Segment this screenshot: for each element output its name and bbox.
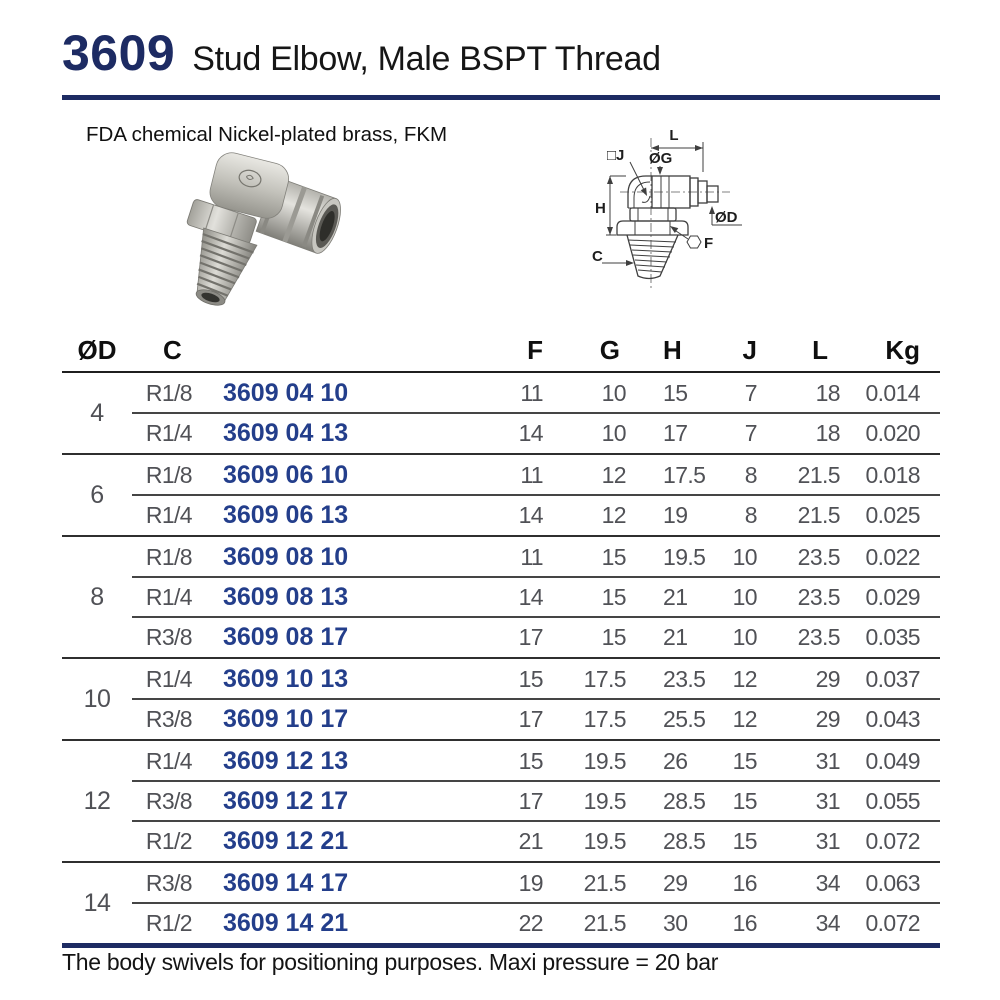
value-g: 10 xyxy=(601,419,626,446)
part-number: 3609 08 10 xyxy=(223,542,349,571)
table-row xyxy=(62,617,940,657)
value-kg: 0.029 xyxy=(865,583,920,610)
dim-H xyxy=(595,176,626,235)
part-number: 3609 14 21 xyxy=(223,908,349,937)
value-j: 12 xyxy=(732,705,757,732)
dimension-table xyxy=(62,330,940,948)
value-f: 21 xyxy=(518,827,543,854)
value-l: 29 xyxy=(815,705,840,732)
thread-size: R1/2 xyxy=(145,827,192,854)
value-f: 17 xyxy=(518,787,543,814)
value-g: 19.5 xyxy=(583,827,626,854)
thread-size: R1/4 xyxy=(145,419,192,446)
value-f: 15 xyxy=(518,665,543,692)
value-l: 21.5 xyxy=(797,461,840,488)
value-kg: 0.014 xyxy=(865,379,920,406)
value-l: 23.5 xyxy=(797,543,840,570)
product-photo xyxy=(166,152,346,310)
value-h: 19 xyxy=(663,501,688,528)
col-header-f: F xyxy=(527,335,543,365)
page-title: Stud Elbow, Male BSPT Thread xyxy=(192,40,661,78)
value-l: 34 xyxy=(815,909,840,936)
value-l: 18 xyxy=(815,379,840,406)
value-j: 15 xyxy=(732,787,757,814)
header-rule xyxy=(62,95,940,100)
thread-size: R1/2 xyxy=(145,909,192,936)
size-group-6 xyxy=(62,455,940,537)
value-h: 17 xyxy=(663,419,688,446)
value-l: 21.5 xyxy=(797,501,840,528)
thread-size: R1/8 xyxy=(145,379,192,406)
value-j: 10 xyxy=(732,583,757,610)
table-header xyxy=(62,330,940,373)
part-number: 3609 06 13 xyxy=(223,500,349,529)
value-j: 10 xyxy=(732,543,757,570)
part-number: 3609 08 17 xyxy=(223,622,349,651)
footnote: The body swivels for positioning purposes. Maxi pressure = 20 bar xyxy=(62,949,719,975)
label-G: ØG xyxy=(649,150,673,167)
value-kg: 0.043 xyxy=(865,705,920,732)
value-g: 17.5 xyxy=(583,705,626,732)
size-group-12 xyxy=(62,741,940,863)
value-kg: 0.025 xyxy=(865,501,920,528)
value-l: 31 xyxy=(815,747,840,774)
material-subtitle: FDA chemical Nickel-plated brass, FKM xyxy=(86,123,448,146)
value-kg: 0.020 xyxy=(865,419,920,446)
thread-size: R1/4 xyxy=(145,665,192,692)
col-header-l: L xyxy=(812,335,828,365)
masthead xyxy=(62,24,940,82)
value-g: 12 xyxy=(601,501,626,528)
value-f: 17 xyxy=(518,705,543,732)
value-g: 17.5 xyxy=(583,665,626,692)
col-header-j: J xyxy=(742,335,757,365)
value-l: 34 xyxy=(815,869,840,896)
value-l: 23.5 xyxy=(797,583,840,610)
value-j: 15 xyxy=(732,827,757,854)
label-D: ØD xyxy=(715,209,738,226)
value-h: 28.5 xyxy=(663,787,706,814)
product-code: 3609 xyxy=(62,25,176,81)
value-j: 16 xyxy=(732,869,757,896)
table-row xyxy=(62,577,940,617)
size-group-14 xyxy=(62,863,940,948)
value-g: 15 xyxy=(601,583,626,610)
value-kg: 0.072 xyxy=(865,827,920,854)
value-f: 14 xyxy=(518,501,543,528)
thread-size: R1/8 xyxy=(145,461,192,488)
value-l: 31 xyxy=(815,827,840,854)
value-h: 21 xyxy=(663,583,688,610)
value-h: 28.5 xyxy=(663,827,706,854)
value-f: 14 xyxy=(518,419,543,446)
part-number: 3609 04 13 xyxy=(223,418,349,447)
value-h: 30 xyxy=(663,909,688,936)
table-row xyxy=(62,781,940,821)
value-f: 11 xyxy=(520,543,543,570)
thread-size: R3/8 xyxy=(145,623,192,650)
table-row xyxy=(62,903,940,943)
col-header-g: G xyxy=(599,335,620,365)
value-kg: 0.055 xyxy=(865,787,920,814)
thread-size: R3/8 xyxy=(145,705,192,732)
thread-size: R1/4 xyxy=(145,583,192,610)
value-j: 8 xyxy=(744,461,757,488)
thread-size: R1/4 xyxy=(145,501,192,528)
od-value: 10 xyxy=(83,684,111,713)
label-C: C xyxy=(592,248,603,265)
size-group-4 xyxy=(62,373,940,455)
col-header-od: ØD xyxy=(77,335,117,365)
part-number: 3609 14 17 xyxy=(223,868,349,897)
dim-G xyxy=(649,150,672,175)
value-f: 11 xyxy=(520,379,543,406)
table-row xyxy=(62,413,940,453)
value-kg: 0.022 xyxy=(865,543,920,570)
table-row xyxy=(62,455,940,495)
part-number: 3609 12 21 xyxy=(223,826,349,855)
part-number: 3609 10 13 xyxy=(223,664,349,693)
value-h: 26 xyxy=(663,747,688,774)
value-h: 21 xyxy=(663,623,688,650)
value-l: 18 xyxy=(815,419,840,446)
thread-size: R3/8 xyxy=(145,787,192,814)
value-l: 23.5 xyxy=(797,623,840,650)
col-header-c: C xyxy=(163,335,182,365)
value-kg: 0.063 xyxy=(865,869,920,896)
part-number: 3609 06 10 xyxy=(223,460,349,489)
value-l: 29 xyxy=(815,665,840,692)
value-f: 11 xyxy=(520,461,543,488)
value-h: 17.5 xyxy=(663,461,706,488)
table-row xyxy=(62,373,940,413)
value-g: 10 xyxy=(601,379,626,406)
value-g: 21.5 xyxy=(583,909,626,936)
thread-size: R1/8 xyxy=(145,543,192,570)
value-h: 29 xyxy=(663,869,688,896)
value-g: 19.5 xyxy=(583,747,626,774)
value-g: 19.5 xyxy=(583,787,626,814)
table-row xyxy=(62,537,940,577)
thread-size: R3/8 xyxy=(145,869,192,896)
od-value: 4 xyxy=(90,398,104,427)
col-header-h: H xyxy=(663,335,682,365)
label-J: □J xyxy=(607,147,625,164)
label-L: L xyxy=(669,127,679,144)
table-row xyxy=(62,495,940,535)
value-h: 15 xyxy=(663,379,688,406)
part-number: 3609 08 13 xyxy=(223,582,349,611)
value-j: 10 xyxy=(732,623,757,650)
table-row xyxy=(62,821,940,861)
od-value: 6 xyxy=(90,480,104,509)
value-kg: 0.072 xyxy=(865,909,920,936)
dim-J xyxy=(607,147,647,196)
part-number: 3609 04 10 xyxy=(223,378,349,407)
table-row xyxy=(62,659,940,699)
part-number: 3609 10 17 xyxy=(223,704,349,733)
value-h: 25.5 xyxy=(663,705,706,732)
value-kg: 0.035 xyxy=(865,623,920,650)
value-j: 15 xyxy=(732,747,757,774)
value-g: 15 xyxy=(601,623,626,650)
value-j: 12 xyxy=(732,665,757,692)
value-l: 31 xyxy=(815,787,840,814)
size-group-8 xyxy=(62,537,940,659)
value-kg: 0.049 xyxy=(865,747,920,774)
dim-C xyxy=(592,248,634,266)
label-F: F xyxy=(704,235,714,252)
table-row xyxy=(62,863,940,903)
value-g: 21.5 xyxy=(583,869,626,896)
value-kg: 0.037 xyxy=(865,665,920,692)
label-H: H xyxy=(595,200,606,217)
table-row xyxy=(62,699,940,739)
od-value: 12 xyxy=(83,786,111,815)
value-j: 7 xyxy=(744,379,757,406)
value-j: 7 xyxy=(744,419,757,446)
value-f: 22 xyxy=(518,909,543,936)
od-value: 8 xyxy=(90,582,104,611)
value-f: 17 xyxy=(518,623,543,650)
value-f: 15 xyxy=(518,747,543,774)
dim-D xyxy=(709,206,742,226)
thread-size: R1/4 xyxy=(145,747,192,774)
dimension-diagram xyxy=(590,118,775,303)
value-f: 19 xyxy=(518,869,543,896)
value-g: 15 xyxy=(601,543,626,570)
value-f: 14 xyxy=(518,583,543,610)
hexagon-icon xyxy=(687,236,701,248)
value-h: 19.5 xyxy=(663,543,706,570)
value-j: 16 xyxy=(732,909,757,936)
size-group-10 xyxy=(62,659,940,741)
part-number: 3609 12 17 xyxy=(223,786,349,815)
table-row xyxy=(62,741,940,781)
value-h: 23.5 xyxy=(663,665,706,692)
value-j: 8 xyxy=(744,501,757,528)
value-g: 12 xyxy=(601,461,626,488)
part-number: 3609 12 13 xyxy=(223,746,349,775)
od-value: 14 xyxy=(83,888,111,917)
value-kg: 0.018 xyxy=(865,461,920,488)
col-header-kg: Kg xyxy=(885,335,920,365)
